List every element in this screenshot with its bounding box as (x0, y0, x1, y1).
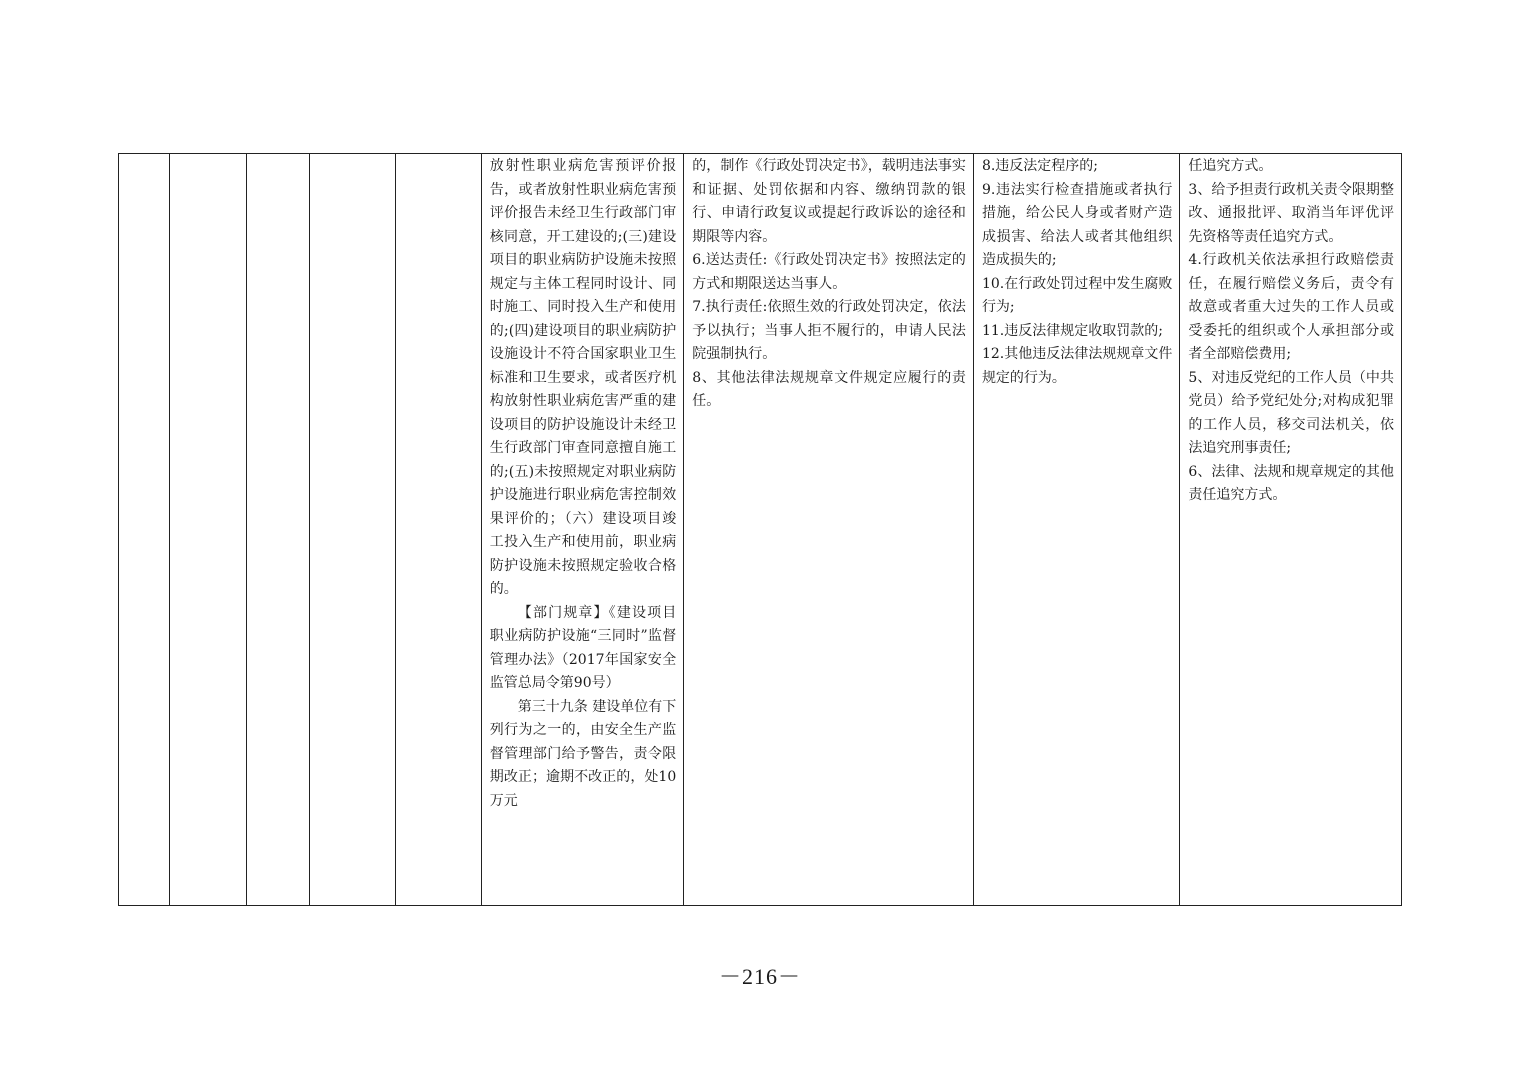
accountability-method-item: 5、对违反党纪的工作人员（中共党员）给予党纪处分;对构成犯罪的工作人员，移交司法机关，依法追究刑事责任; (1188, 369, 1394, 456)
accountability-item: 11.违反法律规定收取罚款的; (981, 322, 1163, 339)
legal-basis-cell (481, 154, 683, 906)
empty-cell-2 (170, 154, 247, 906)
responsibility-item: 6.送达责任:《行政处罚决定书》按照法定的方式和期限送达当事人。 (692, 252, 966, 292)
table-row (119, 154, 1402, 906)
responsibility-item: 8、其他法律法规规章文件规定应履行的责任。 (692, 369, 966, 409)
accountability-method-item: 任追究方式。 (1188, 158, 1273, 174)
accountability-item: 12.其他违反法律法规规章文件规定的行为。 (981, 346, 1173, 386)
responsibility-item: 的，制作《行政处罚决定书》，载明违法事实和证据、处罚依据和内容、缴纳罚款的银行、申请行政复议或提起行政诉讼的途径和期限等内容。 (692, 158, 966, 245)
empty-cell-4 (310, 154, 395, 906)
accountability-item: 10.在行政处罚过程中发生腐败行为; (981, 275, 1173, 315)
legal-basis-text-2: 【部门规章】《建设项目职业病防护设施“三同时”监督管理办法》（2017年国家安全监管总局令第90号） (489, 604, 677, 691)
empty-cell-5 (395, 154, 481, 906)
page-number: －216－ (718, 964, 801, 989)
accountability-item: 8.违反法定程序的; (981, 158, 1099, 174)
accountability-item: 9.违法实行检查措施或者执行措施，给公民人身或者财产造成损害、给法人或者其他组织造成损失的; (981, 181, 1173, 268)
empty-cell-3 (247, 154, 310, 906)
accountability-method-item: 4.行政机关依法承担行政赔偿责任，在履行赔偿义务后，责令有故意或者重大过失的工作人员或受委托的组织或个人承担部分或者全部赔偿费用; (1188, 252, 1394, 362)
empty-cell-1 (119, 154, 170, 906)
accountability-method-item: 6、法律、法规和规章规定的其他责任追究方式。 (1188, 463, 1394, 503)
responsibility-item: 7.执行责任:依照生效的行政处罚决定，依法予以执行；当事人拒不履行的，申请人民法院强制执行。 (692, 299, 966, 362)
legal-basis-text-3: 第三十九条 建设单位有下列行为之一的，由安全生产监督管理部门给予警告，责令限期改正；逾期不改正的，处10万元 (489, 698, 677, 809)
accountability-method-item: 3、给予担责行政机关责令限期整改、通报批评、取消当年评优评先资格等责任追究方式。 (1188, 181, 1394, 245)
responsibilities-cell (684, 154, 974, 906)
accountability-cell (973, 154, 1179, 906)
main-table (118, 153, 1402, 906)
legal-basis-text-1: 放射性职业病危害预评价报告，或者放射性职业病危害预评价报告未经卫生行政部门审核同意，开工建设的;(三)建设项目的职业病防护设施未按照规定与主体工程同时设计、同时施工、同时投入生产和使用的;(四)建设项目的职业病防护设施设计不符合国家职业卫生标准和卫生要求，或者医疗机构放射性职业病危害严重的建设项目的防护设施设计未经卫生行政部门审查同意擅自施工的;(五)未按照规定对职业病防护设施进行职业病危害控制效果评价的；（六）建设项目竣工投入生产和使用前，职业病防护设施未按照规定验收合格的。 (489, 158, 677, 597)
accountability-methods-cell (1180, 154, 1402, 906)
